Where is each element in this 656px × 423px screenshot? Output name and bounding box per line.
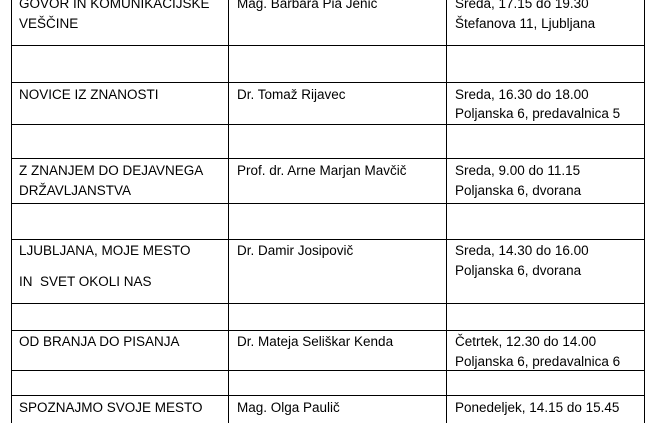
- table-rule: [446, 0, 447, 423]
- course-location: Poljanska 6, predavalnica 6: [455, 354, 621, 369]
- course-title: GOVOR IN KOMUNIKACIJSKE: [19, 0, 210, 11]
- table-rule: [11, 203, 644, 204]
- table-rule: [11, 330, 644, 331]
- course-mentor: Mag. Barbara Pia Jenič: [237, 0, 378, 11]
- course-mentor: Prof. dr. Arne Marjan Mavčič: [237, 163, 407, 178]
- course-location: Poljanska 6, dvorana: [455, 263, 582, 278]
- table-rule: [11, 303, 644, 304]
- course-location: Štefanova 11, Ljubljana: [455, 16, 596, 31]
- course-title: LJUBLJANA, MOJE MESTO: [19, 243, 191, 258]
- table-rule: [11, 0, 12, 423]
- course-schedule: Četrtek, 12.30 do 14.00: [455, 334, 597, 349]
- course-title: Z ZNANJEM DO DEJAVNEGA: [19, 163, 204, 178]
- table-rule: [11, 158, 644, 159]
- course-mentor: Dr. Tomaž Rijavec: [237, 87, 346, 102]
- course-location: Poljanska 6, dvorana: [455, 183, 582, 198]
- table-rule: [228, 0, 229, 423]
- course-title: IN SVET OKOLI NAS: [19, 274, 152, 289]
- table-rule: [11, 395, 644, 396]
- table-rule: [644, 0, 645, 423]
- table-rule: [11, 124, 644, 125]
- table-rule: [11, 239, 644, 240]
- course-schedule: Sreda, 16.30 do 18.00: [455, 87, 589, 102]
- course-schedule: Sreda, 14.30 do 16.00: [455, 243, 589, 258]
- course-mentor: Dr. Damir Josipovič: [237, 243, 354, 258]
- course-location: Poljanska 6, predavalnica 5: [455, 106, 621, 121]
- course-title: NOVICE IZ ZNANOSTI: [19, 87, 159, 102]
- course-title: OD BRANJA DO PISANJA: [19, 334, 180, 349]
- course-title: VEŠČINE: [19, 16, 79, 31]
- course-mentor: Mag. Olga Paulič: [237, 400, 340, 415]
- course-schedule: Sreda, 17.15 do 19.30: [455, 0, 589, 11]
- table-rule: [11, 82, 644, 83]
- course-schedule: Ponedeljek, 14.15 do 15.45: [455, 400, 620, 415]
- course-mentor: Dr. Mateja Seliškar Kenda: [237, 334, 394, 349]
- course-title: DRŽAVLJANSTVA: [19, 183, 132, 198]
- course-schedule: Sreda, 9.00 do 11.15: [455, 163, 581, 178]
- table-rule: [11, 45, 644, 46]
- course-title: SPOZNAJMO SVOJE MESTO: [19, 400, 203, 415]
